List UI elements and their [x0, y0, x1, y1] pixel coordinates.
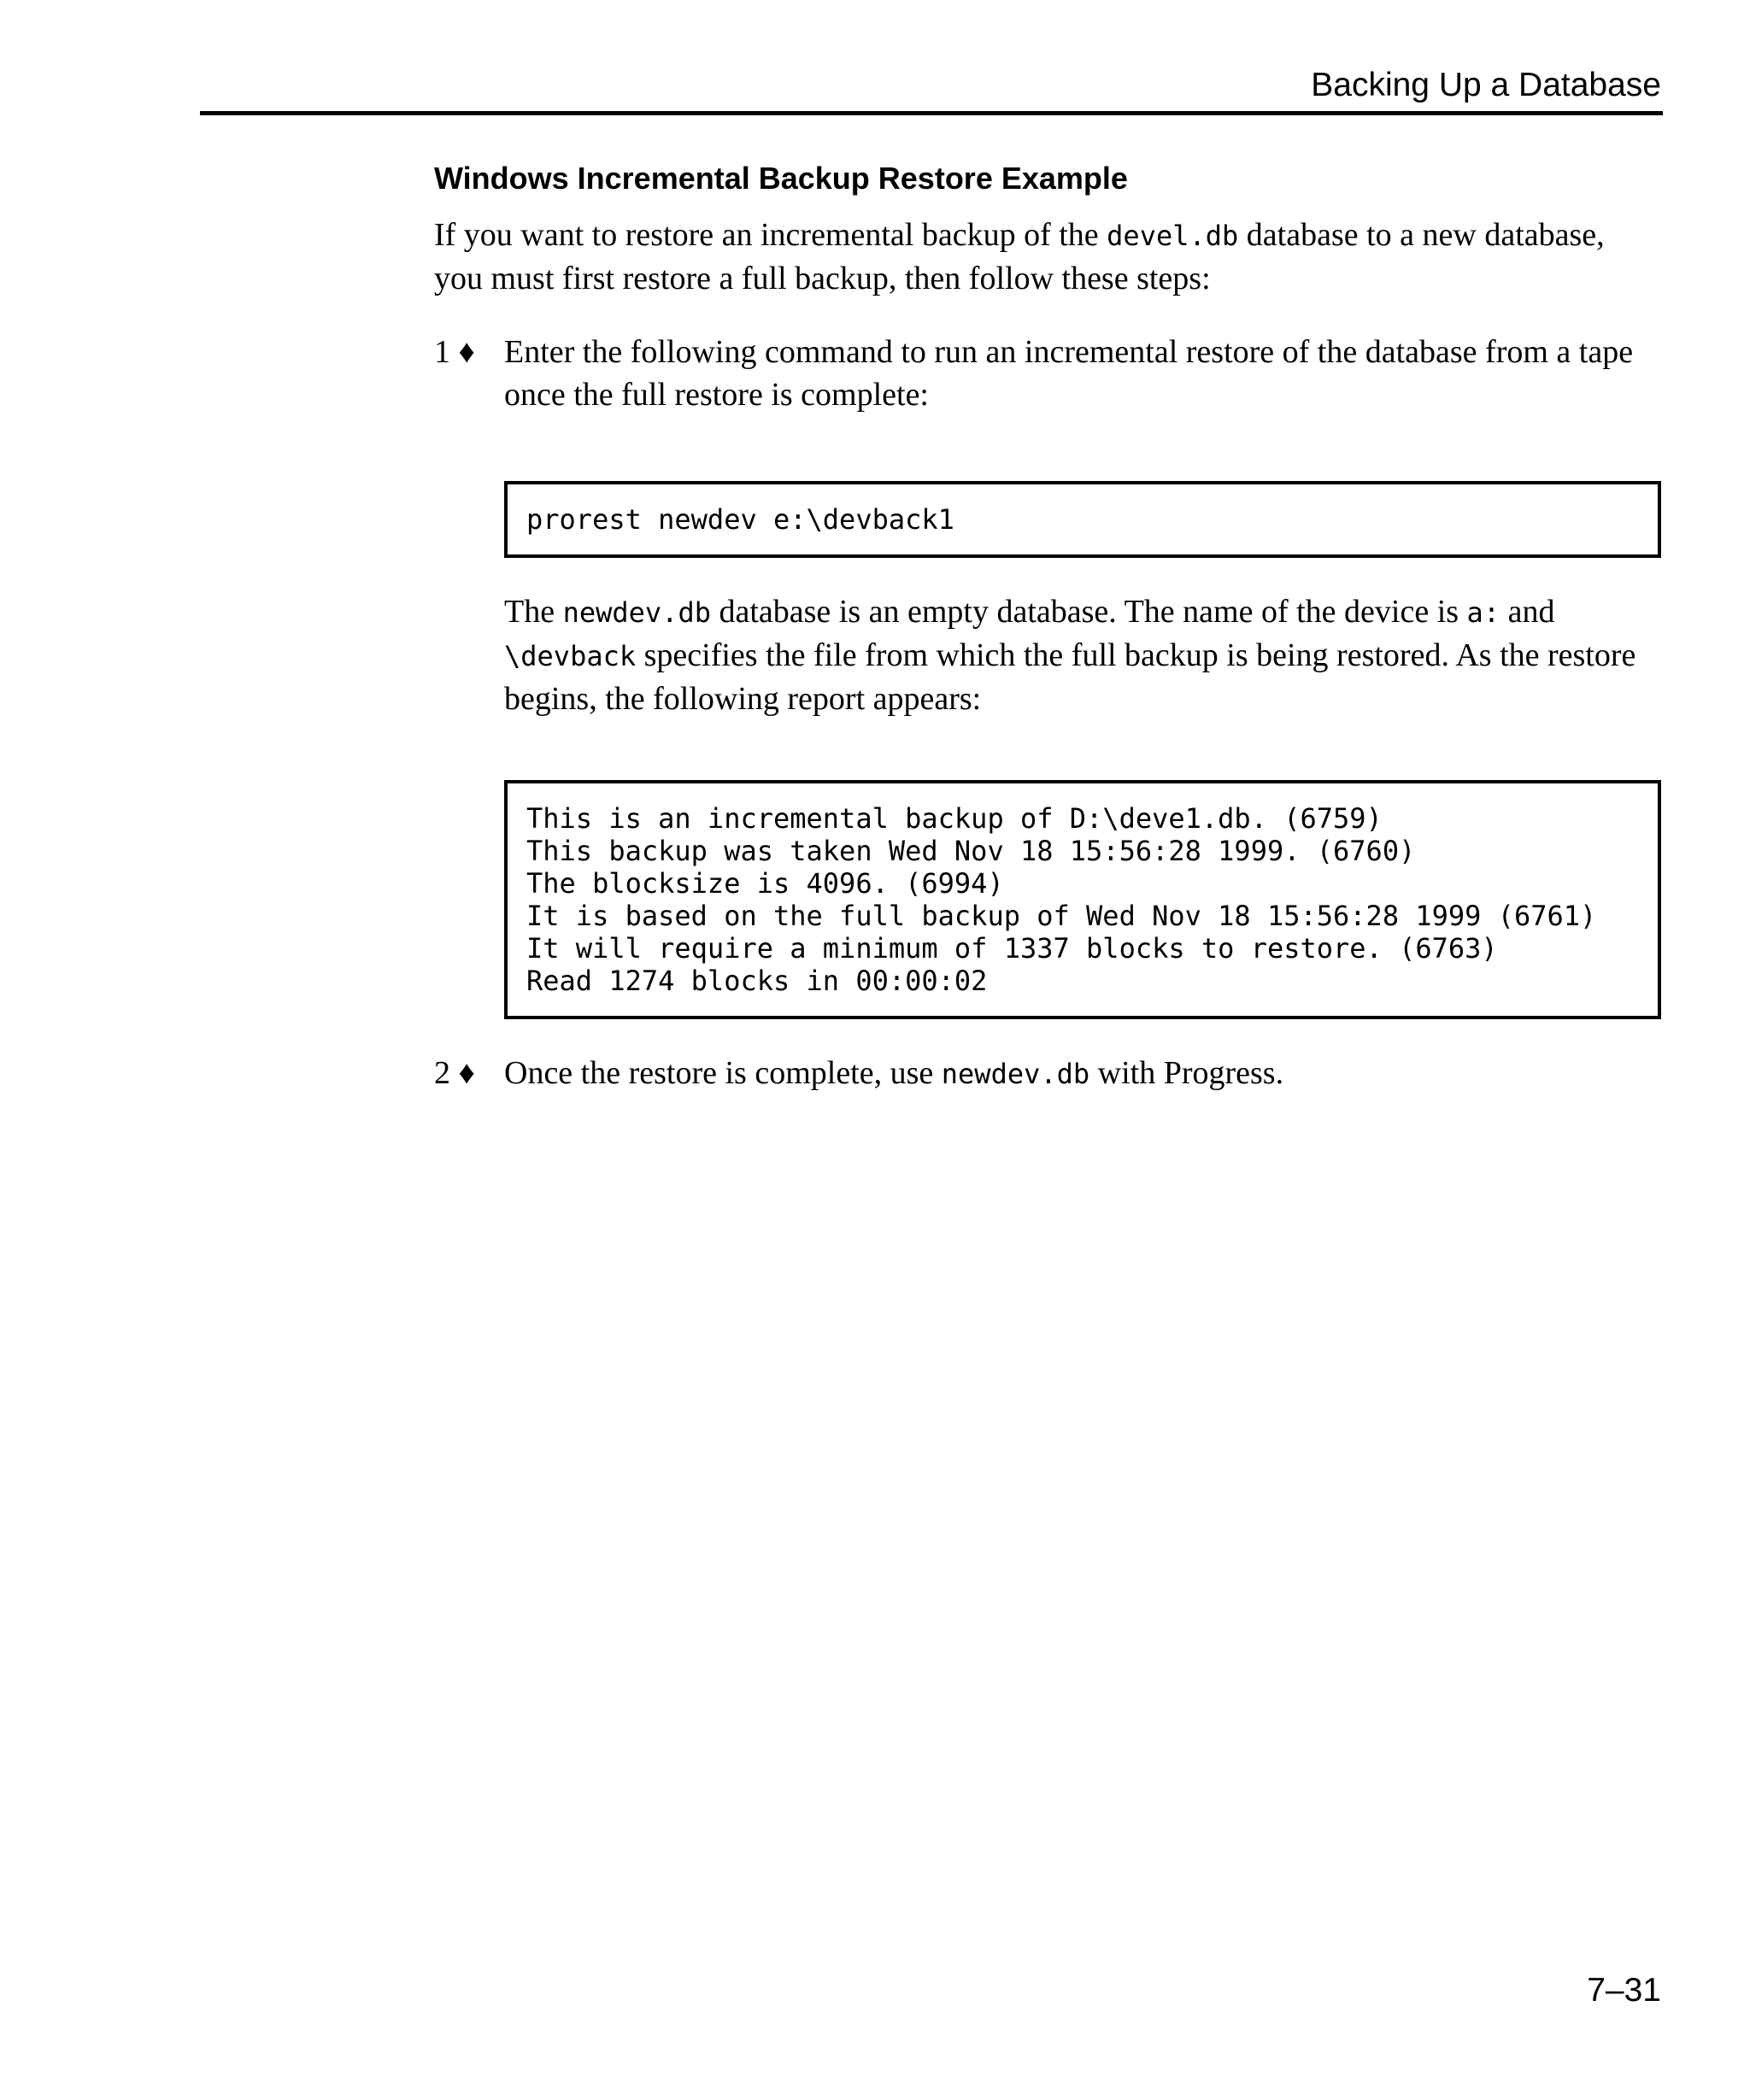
step-2-body — [504, 1052, 1661, 1095]
explanation-code-device: a: — [1466, 596, 1500, 629]
command-block: prorest newdev e:\devback1 — [504, 481, 1661, 558]
explanation-code-newdev: newdev.db — [562, 596, 711, 629]
explanation-text-3: and — [1500, 594, 1555, 630]
step-2-number: 2 ♦ — [434, 1055, 475, 1091]
step-1-explanation — [504, 590, 1661, 720]
step-1-body — [504, 331, 1661, 1052]
step-2 — [434, 1052, 1661, 1095]
running-head: Backing Up a Database — [1311, 67, 1661, 103]
step-2-text-before: Once the restore is complete, use — [504, 1055, 942, 1091]
report-block: This is an incremental backup of D:\deve1.db. (6759) This backup was taken Wed Nov 18 15:56:28 1999. (6760) The blocksize is 4096. (6994) It is based on the full backup of Wed Nov 18 15:56:28 1999 (6761) It will require a minimum of 1337 blocks to restore. (6763) Read 1274 blocks in 00:00:02 — [504, 780, 1661, 1019]
explanation-code-devback: \devback — [504, 640, 637, 672]
step-1-number: 1 ♦ — [434, 334, 475, 370]
step-2-text-after: with Progress. — [1089, 1055, 1284, 1091]
intro-text-after: database to a new database, you must first restore a full backup, then follow these steps: — [434, 217, 1605, 296]
intro-code-db: devel.db — [1107, 220, 1239, 252]
explanation-text-1: The — [504, 594, 563, 630]
step-1 — [434, 331, 1661, 1052]
step-1-text: Enter the following command to run an incremental restore of the database from a tape once the full restore is complete: — [504, 334, 1634, 413]
page-number: 7–31 — [1587, 1972, 1661, 2009]
intro-text-before: If you want to restore an incremental backup of the — [434, 217, 1107, 253]
step-2-code-newdev: newdev.db — [941, 1058, 1090, 1090]
step-2-text — [504, 1052, 1661, 1095]
section-title: Windows Incremental Backup Restore Example — [434, 161, 1128, 196]
intro-paragraph — [434, 214, 1661, 300]
page-content — [434, 161, 1661, 1095]
explanation-text-4: specifies the file from which the full backup is being restored. As the restore begins, the following report appears: — [504, 637, 1636, 717]
header-rule — [200, 111, 1663, 115]
explanation-text-2: database is an empty database. The name of the device is — [710, 594, 1467, 630]
